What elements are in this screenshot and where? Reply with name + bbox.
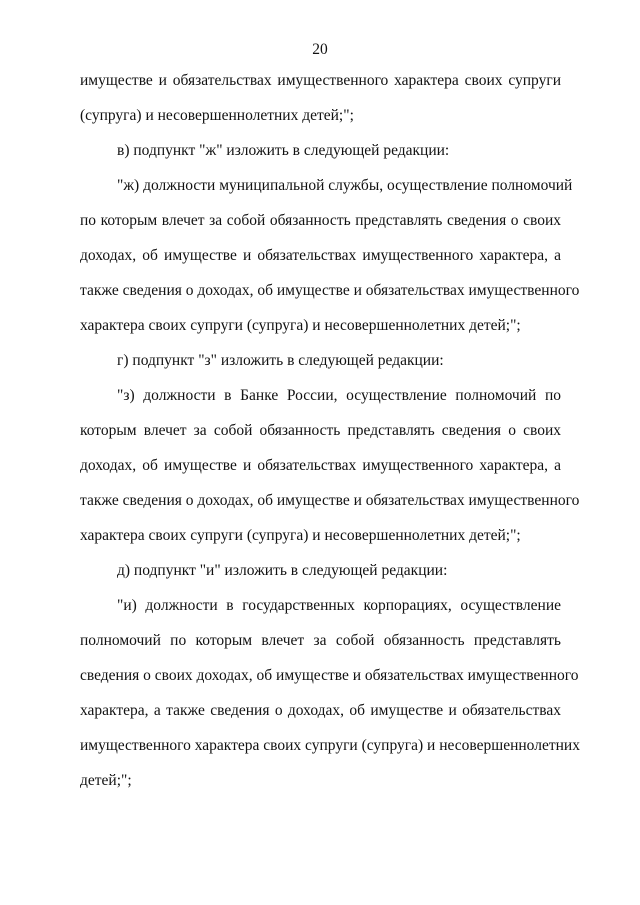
text-line: которым влечет за собой обязанность представлять сведения о своих xyxy=(80,422,561,439)
text-line: характера своих супруги (супруга) и несовершеннолетних детей;"; xyxy=(80,527,521,544)
text-line: доходах, об имуществе и обязательствах имущественного характера, а xyxy=(80,457,561,474)
text-line: имуществе и обязательствах имущественного характера своих супруги xyxy=(80,72,561,89)
text-line: детей;"; xyxy=(80,772,132,789)
text-line: характера, а также сведения о доходах, об имуществе и обязательствах xyxy=(80,702,561,719)
paragraph-heading: д) подпункт "и" изложить в следующей редакции: xyxy=(117,562,448,579)
text-line: сведения о своих доходах, об имуществе и обязательствах имущественного xyxy=(80,667,579,684)
text-line: имущественного характера своих супруги (супруга) и несовершеннолетних xyxy=(80,737,580,754)
paragraph-heading: в) подпункт "ж" изложить в следующей редакции: xyxy=(117,142,450,159)
text-line: также сведения о доходах, об имуществе и обязательствах имущественного xyxy=(80,492,580,509)
paragraph-heading: г) подпункт "з" изложить в следующей редакции: xyxy=(117,352,444,369)
text-line: также сведения о доходах, об имуществе и обязательствах имущественного xyxy=(80,282,580,299)
text-line: полномочий по которым влечет за собой обязанность представлять xyxy=(80,632,561,649)
text-line: (супруга) и несовершеннолетних детей;"; xyxy=(80,107,354,124)
text-line: доходах, об имуществе и обязательствах имущественного характера, а xyxy=(80,247,561,264)
text-line: "и) должности в государственных корпорациях, осуществление xyxy=(117,597,561,614)
text-line: по которым влечет за собой обязанность представлять сведения о своих xyxy=(80,212,561,229)
text-line: "з) должности в Банке России, осуществление полномочий по xyxy=(117,387,561,404)
text-line: характера своих супруги (супруга) и несовершеннолетних детей;"; xyxy=(80,317,521,334)
text-line: "ж) должности муниципальной службы, осуществление полномочий xyxy=(117,177,573,194)
page-number: 20 xyxy=(312,41,328,58)
